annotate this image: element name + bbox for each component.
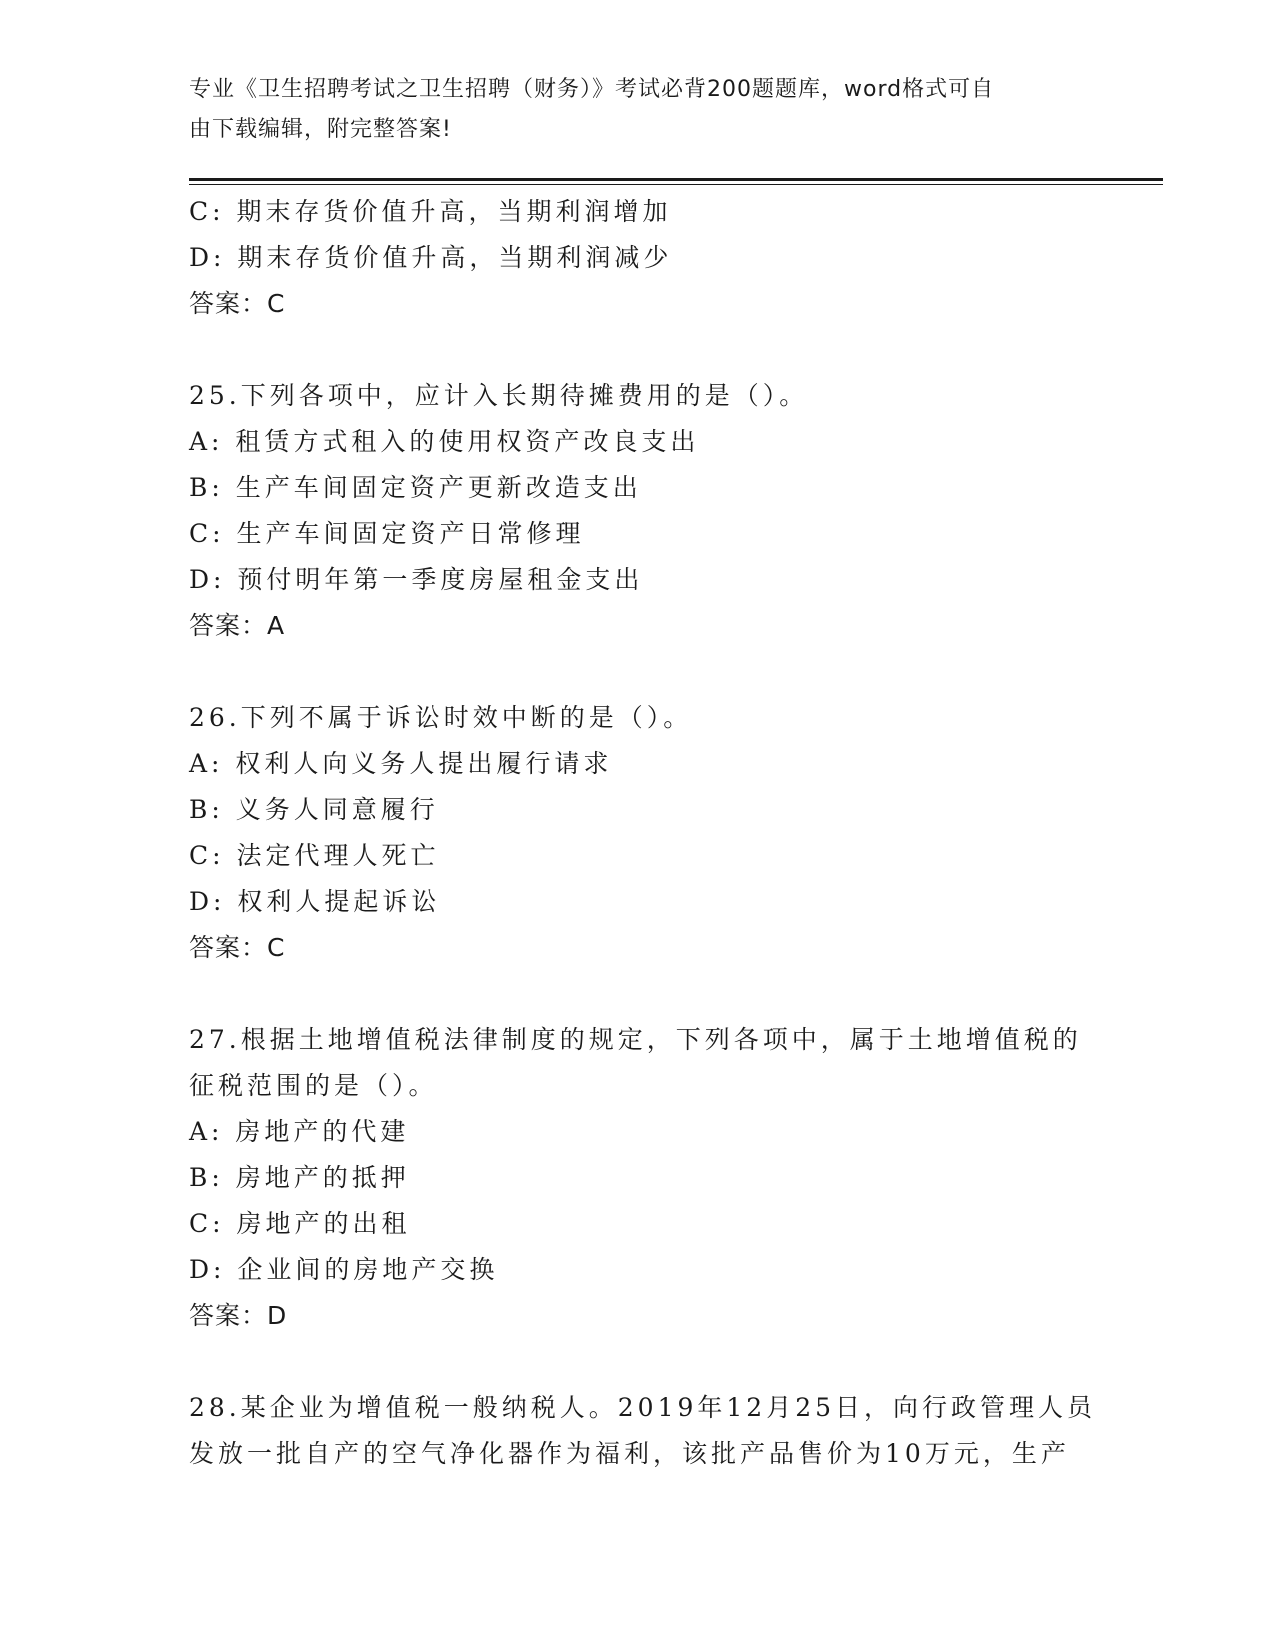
option-b: B: 义务人同意履行 — [189, 795, 439, 824]
option-d: D: 企业间的房地产交换 — [189, 1255, 499, 1284]
spacer — [189, 649, 1109, 695]
spacer — [189, 1339, 1109, 1385]
header-title-line-2: 由下载编辑，附完整答案! — [189, 117, 452, 142]
answer-line: 答案：C — [189, 933, 286, 962]
question-text-line-2: 发放一批自产的空气净化器作为福利，该批产品售价为10万元，生产 — [189, 1439, 1070, 1468]
option-c: C: 期末存货价值升高，当期利润增加 — [189, 197, 672, 226]
option-a: A: 租赁方式租入的使用权资产改良支出 — [189, 427, 700, 456]
question-list — [189, 189, 1109, 1477]
option-d: D: 预付明年第一季度房屋租金支出 — [189, 565, 644, 594]
option-a: A: 权利人向义务人提出履行请求 — [189, 749, 613, 778]
question-text-line-2: 征税范围的是（）。 — [189, 1071, 438, 1100]
question-text-line-1: 27.根据土地增值税法律制度的规定，下列各项中，属于土地增值税的 — [189, 1025, 1082, 1054]
option-d: D: 期末存货价值升高，当期利润减少 — [189, 243, 673, 272]
question-text-line-1: 28.某企业为增值税一般纳税人。2019年12月25日，向行政管理人员 — [189, 1393, 1097, 1422]
answer-line: 答案：C — [189, 289, 286, 318]
spacer — [189, 971, 1109, 1017]
page-header — [189, 70, 1089, 150]
answer-line: 答案：D — [189, 1301, 288, 1330]
option-a: A: 房地产的代建 — [189, 1117, 410, 1146]
header-divider-thick — [189, 178, 1163, 181]
question-block-28 — [189, 1385, 1109, 1477]
option-d: D: 权利人提起诉讼 — [189, 887, 441, 916]
question-block-26 — [189, 695, 1109, 971]
option-b: B: 房地产的抵押 — [189, 1163, 410, 1192]
header-divider-thin — [189, 184, 1163, 185]
header-title-line-1: 专业《卫生招聘考试之卫生招聘（财务）》考试必背200题题库，word格式可自 — [189, 77, 995, 102]
question-block-prev — [189, 189, 1109, 327]
option-b: B: 生产车间固定资产更新改造支出 — [189, 473, 642, 502]
question-text: 26.下列不属于诉讼时效中断的是（）。 — [189, 703, 693, 732]
question-block-27 — [189, 1017, 1109, 1339]
question-text: 25.下列各项中，应计入长期待摊费用的是（）。 — [189, 381, 809, 410]
spacer — [189, 327, 1109, 373]
option-c: C: 法定代理人死亡 — [189, 841, 440, 870]
question-block-25 — [189, 373, 1109, 649]
answer-line: 答案：A — [189, 611, 286, 640]
option-c: C: 房地产的出租 — [189, 1209, 411, 1238]
option-c: C: 生产车间固定资产日常修理 — [189, 519, 585, 548]
